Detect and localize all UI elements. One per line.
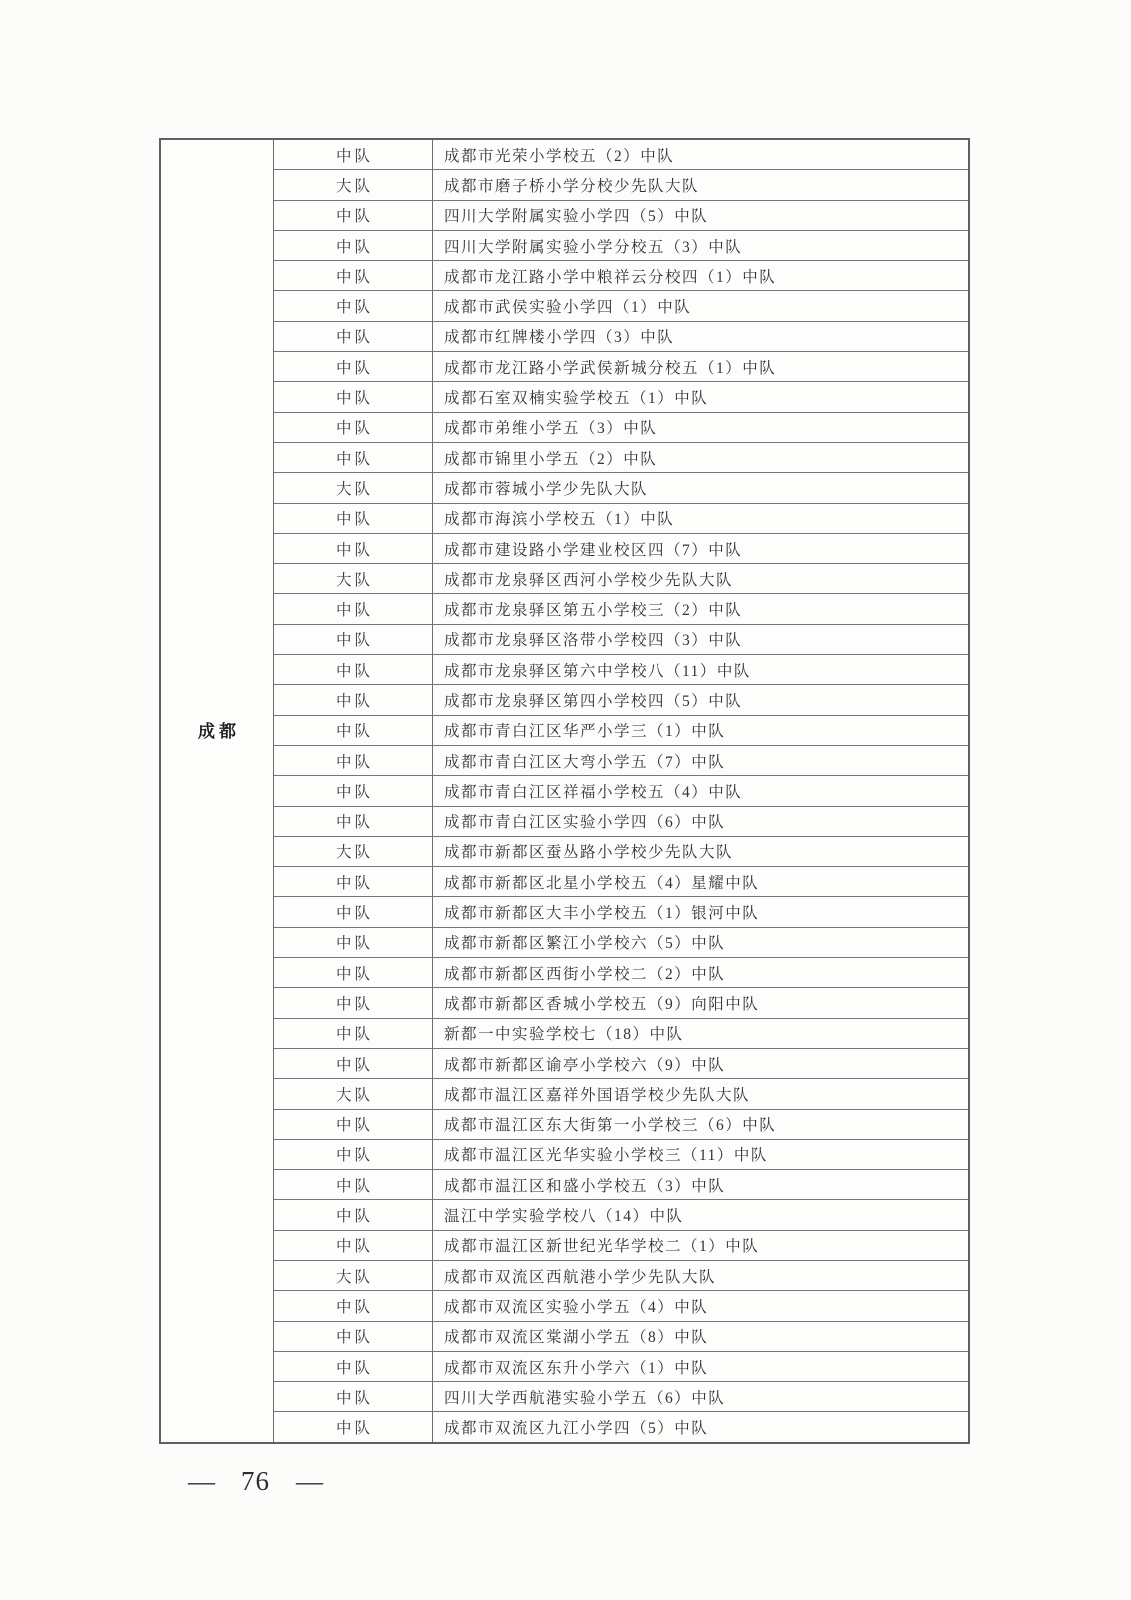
- unit-name-cell: 成都市新都区繁江小学校六（5）中队: [444, 935, 726, 953]
- unit-type-cell: 中队: [274, 1231, 433, 1260]
- table-row: [274, 443, 968, 473]
- table-row: [274, 1140, 968, 1170]
- unit-type-cell: 中队: [274, 776, 433, 805]
- unit-name-cell: 成都市龙泉驿区第四小学校四（5）中队: [444, 692, 743, 710]
- table-row: [274, 988, 968, 1018]
- unit-name-cell: 成都市双流区九江小学四（5）中队: [444, 1420, 709, 1438]
- footer-dash-right: —: [296, 1466, 323, 1496]
- unit-type-cell: 中队: [274, 928, 433, 957]
- unit-name-cell: 成都市新都区谕亭小学校六（9）中队: [444, 1056, 726, 1074]
- unit-type-cell: 中队: [274, 867, 433, 896]
- table-row: [274, 1352, 968, 1382]
- table-row: [274, 625, 968, 655]
- unit-name-cell: 成都市龙泉驿区第五小学校三（2）中队: [444, 602, 743, 620]
- unit-type-cell: 中队: [274, 1322, 433, 1351]
- table-row: [274, 322, 968, 352]
- table-row: [274, 382, 968, 412]
- table-row: [274, 1231, 968, 1261]
- unit-type-cell: 中队: [274, 140, 433, 169]
- table-row: [274, 746, 968, 776]
- unit-type-cell: 中队: [274, 322, 433, 351]
- unit-name-cell: 成都市锦里小学五（2）中队: [444, 450, 658, 468]
- table-body: [274, 140, 968, 1442]
- unit-type-cell: 中队: [274, 1049, 433, 1078]
- unit-type-cell: 中队: [274, 746, 433, 775]
- unit-type-cell: 中队: [274, 807, 433, 836]
- unit-name-cell: 成都市双流区西航港小学少先队大队: [444, 1268, 717, 1286]
- unit-type-cell: 中队: [274, 1352, 433, 1381]
- table-row: [274, 504, 968, 534]
- unit-name-cell: 成都市建设路小学建业校区四（7）中队: [444, 541, 743, 559]
- table-row: [274, 685, 968, 715]
- unit-type-cell: 中队: [274, 1170, 433, 1199]
- unit-name-cell: 成都市新都区大丰小学校五（1）银河中队: [444, 905, 760, 923]
- table-row: [274, 1261, 968, 1291]
- table-row: [274, 1291, 968, 1321]
- table-row: [274, 867, 968, 897]
- page-footer: [188, 1468, 323, 1495]
- unit-name-cell: 成都市弟维小学五（3）中队: [444, 420, 658, 438]
- unit-type-cell: 中队: [274, 1110, 433, 1139]
- table-row: [274, 1170, 968, 1200]
- unit-type-cell: 中队: [274, 443, 433, 472]
- unit-type-cell: 中队: [274, 655, 433, 684]
- table-row: [274, 594, 968, 624]
- unit-name-cell: 温江中学实验学校八（14）中队: [444, 1208, 684, 1226]
- unit-name-cell: 成都市蓉城小学少先队大队: [444, 480, 649, 498]
- unit-name-cell: 成都市龙泉驿区洛带小学校四（3）中队: [444, 632, 743, 650]
- unit-name-cell: 成都市温江区新世纪光华学校二（1）中队: [444, 1238, 760, 1256]
- unit-name-cell: 成都市新都区西街小学校二（2）中队: [444, 965, 726, 983]
- unit-name-cell: 成都市温江区和盛小学校五（3）中队: [444, 1177, 726, 1195]
- unit-type-cell: 中队: [274, 231, 433, 260]
- unit-name-cell: 成都市新都区蚕丛路小学校少先队大队: [444, 844, 734, 862]
- unit-type-cell: 中队: [274, 1140, 433, 1169]
- table-row: [274, 1110, 968, 1140]
- unit-name-cell: 成都市青白江区实验小学四（6）中队: [444, 814, 726, 832]
- unit-type-cell: 中队: [274, 1200, 433, 1229]
- unit-name-cell: 成都石室双楠实验学校五（1）中队: [444, 390, 709, 408]
- unit-name-cell: 成都市温江区光华实验小学校三（11）中队: [444, 1147, 768, 1165]
- unit-name-cell: 成都市龙泉驿区西河小学校少先队大队: [444, 571, 734, 589]
- unit-name-cell: 成都市磨子桥小学分校少先队大队: [444, 177, 700, 195]
- unit-name-cell: 成都市武侯实验小学四（1）中队: [444, 299, 692, 317]
- table-row: [274, 140, 968, 170]
- unit-name-cell: 成都市青白江区华严小学三（1）中队: [444, 723, 726, 741]
- unit-type-cell: 中队: [274, 413, 433, 442]
- unit-type-cell: 中队: [274, 1382, 433, 1411]
- unit-type-cell: 大队: [274, 473, 433, 502]
- unit-type-cell: 中队: [274, 1291, 433, 1320]
- table-row: [274, 564, 968, 594]
- table-row: [274, 776, 968, 806]
- unit-name-cell: 成都市温江区嘉祥外国语学校少先队大队: [444, 1086, 751, 1104]
- unit-name-cell: 成都市新都区北星小学校五（4）星耀中队: [444, 874, 760, 892]
- region-label: 成都: [198, 721, 240, 741]
- unit-type-cell: 大队: [274, 1079, 433, 1108]
- table-row: [274, 170, 968, 200]
- unit-name-cell: 成都市龙泉驿区第六中学校八（11）中队: [444, 662, 751, 680]
- table-row: [274, 1049, 968, 1079]
- unit-type-cell: 中队: [274, 291, 433, 320]
- table-row: [274, 413, 968, 443]
- unit-type-cell: 中队: [274, 897, 433, 926]
- table-row: [274, 655, 968, 685]
- unit-type-cell: 大队: [274, 564, 433, 593]
- table-row: [274, 201, 968, 231]
- table-row: [274, 1382, 968, 1412]
- unit-name-cell: 成都市青白江区祥福小学校五（4）中队: [444, 783, 743, 801]
- unit-name-cell: 成都市温江区东大街第一小学校三（6）中队: [444, 1117, 777, 1135]
- table-row: [274, 1079, 968, 1109]
- unit-type-cell: 中队: [274, 261, 433, 290]
- table-row: [274, 473, 968, 503]
- unit-name-cell: 成都市龙江路小学中粮祥云分校四（1）中队: [444, 268, 777, 286]
- table-row: [274, 291, 968, 321]
- unit-name-cell: 成都市龙江路小学武侯新城分校五（1）中队: [444, 359, 777, 377]
- unit-type-cell: 中队: [274, 201, 433, 230]
- unit-type-cell: 中队: [274, 625, 433, 654]
- unit-type-cell: 中队: [274, 382, 433, 411]
- page-number: 76: [241, 1466, 270, 1496]
- unit-type-cell: 中队: [274, 988, 433, 1017]
- unit-name-cell: 成都市红牌楼小学四（3）中队: [444, 329, 675, 347]
- unit-name-cell: 四川大学附属实验小学四（5）中队: [444, 208, 709, 226]
- table-row: [274, 928, 968, 958]
- table-row: [274, 1200, 968, 1230]
- unit-name-cell: 成都市新都区香城小学校五（9）向阳中队: [444, 995, 760, 1013]
- region-cell: [161, 140, 274, 1442]
- unit-type-cell: 中队: [274, 352, 433, 381]
- unit-name-cell: 成都市青白江区大弯小学五（7）中队: [444, 753, 726, 771]
- unit-type-cell: 中队: [274, 716, 433, 745]
- table-row: [274, 837, 968, 867]
- table-row: [274, 534, 968, 564]
- unit-name-cell: 成都市海滨小学校五（1）中队: [444, 511, 675, 529]
- unit-name-cell: 四川大学西航港实验小学五（6）中队: [444, 1389, 726, 1407]
- unit-name-cell: 成都市光荣小学校五（2）中队: [444, 147, 675, 165]
- table-row: [274, 261, 968, 291]
- table-row: [274, 1019, 968, 1049]
- unit-name-cell: 成都市双流区实验小学五（4）中队: [444, 1298, 709, 1316]
- unit-type-cell: 大队: [274, 1261, 433, 1290]
- unit-name-cell: 成都市双流区棠湖小学五（8）中队: [444, 1329, 709, 1347]
- unit-type-cell: 中队: [274, 534, 433, 563]
- unit-type-cell: 中队: [274, 504, 433, 533]
- unit-name-cell: 四川大学附属实验小学分校五（3）中队: [444, 238, 743, 256]
- unit-type-cell: 大队: [274, 170, 433, 199]
- award-units-table: [159, 138, 970, 1444]
- table-row: [274, 958, 968, 988]
- table-row: [274, 1412, 968, 1441]
- unit-type-cell: 中队: [274, 1412, 433, 1441]
- table-row: [274, 716, 968, 746]
- table-row: [274, 231, 968, 261]
- unit-name-cell: 成都市双流区东升小学六（1）中队: [444, 1359, 709, 1377]
- unit-type-cell: 中队: [274, 594, 433, 623]
- unit-type-cell: 大队: [274, 837, 433, 866]
- footer-dash-left: —: [188, 1466, 215, 1496]
- table-row: [274, 1322, 968, 1352]
- unit-type-cell: 中队: [274, 685, 433, 714]
- table-row: [274, 897, 968, 927]
- unit-type-cell: 中队: [274, 1019, 433, 1048]
- table-row: [274, 807, 968, 837]
- unit-name-cell: 新都一中实验学校七（18）中队: [444, 1026, 684, 1044]
- unit-type-cell: 中队: [274, 958, 433, 987]
- table-row: [274, 352, 968, 382]
